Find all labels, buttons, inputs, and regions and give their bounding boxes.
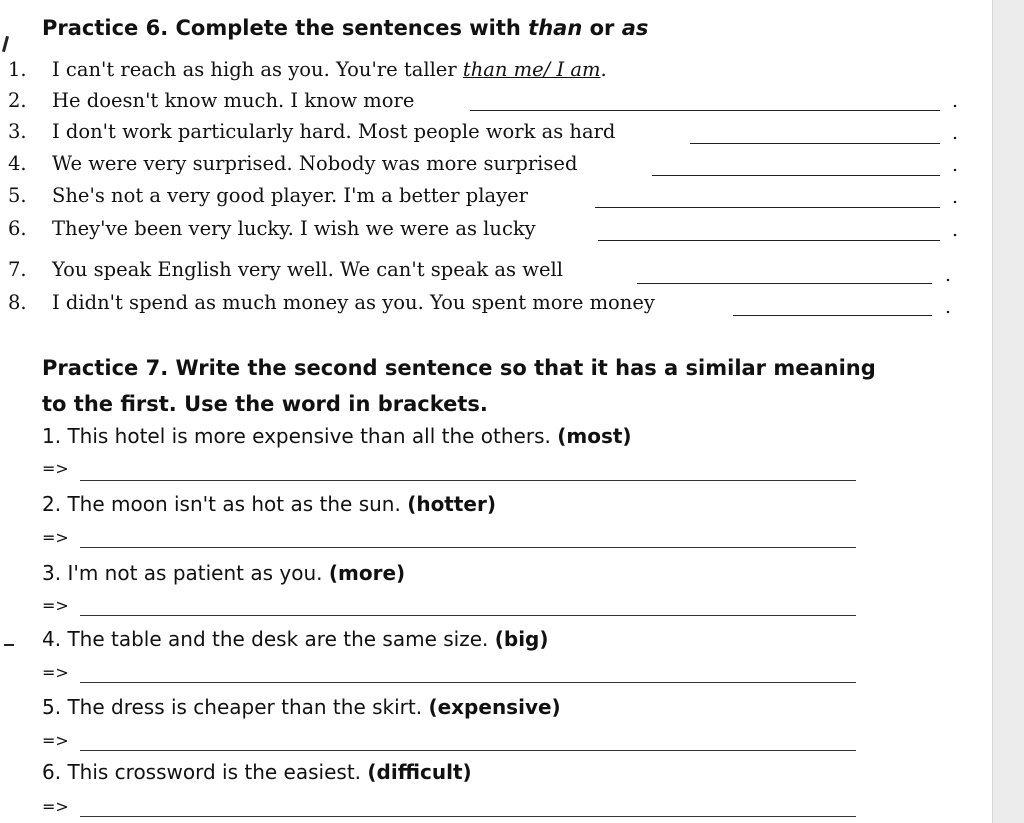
practice7-title-line1: Practice 7. Write the second sentence so that it has a similar meaning bbox=[42, 356, 876, 380]
answer-line[interactable] bbox=[80, 480, 856, 481]
item-answer: than me/ I am bbox=[462, 58, 601, 81]
p6-item-6 bbox=[0, 217, 990, 247]
arrow-marker: => bbox=[42, 663, 69, 682]
item-keyword: (more) bbox=[328, 561, 406, 585]
item-keyword: (big) bbox=[494, 627, 549, 651]
item-sentence: I didn't spend as much money as you. You spent more money bbox=[52, 291, 655, 314]
arrow-marker: => bbox=[42, 731, 69, 750]
pen-mark bbox=[4, 644, 14, 646]
p7-item-4 bbox=[42, 627, 549, 651]
item-sentence: They've been very lucky. I wish we were as lucky bbox=[52, 217, 536, 240]
item-number: 3. bbox=[8, 120, 27, 143]
p6-item-1 bbox=[0, 58, 990, 88]
answer-line[interactable] bbox=[80, 682, 856, 683]
answer-blank[interactable] bbox=[470, 110, 940, 111]
answer-line[interactable] bbox=[80, 816, 856, 817]
answer-line[interactable] bbox=[80, 547, 856, 548]
practice6-title-as: as bbox=[621, 16, 649, 40]
pen-mark bbox=[2, 36, 9, 52]
item-number: 7. bbox=[8, 258, 27, 281]
p7-item-1 bbox=[42, 424, 632, 448]
practice6-title-or: or bbox=[582, 16, 622, 40]
p6-item-5 bbox=[0, 184, 990, 214]
p7-item-5 bbox=[42, 695, 561, 719]
item-sentence: She's not a very good player. I'm a better player bbox=[52, 184, 528, 207]
answer-blank[interactable] bbox=[652, 175, 940, 176]
practice7-title bbox=[42, 350, 902, 422]
answer-blank[interactable] bbox=[690, 143, 940, 144]
item-period: . bbox=[952, 90, 959, 112]
item-period: . bbox=[945, 296, 952, 318]
item-period: . bbox=[952, 154, 959, 176]
item-number: 1. bbox=[8, 58, 27, 81]
answer-blank[interactable] bbox=[733, 315, 932, 316]
practice6-title-than: than bbox=[528, 16, 583, 40]
item-sentence: 1. This hotel is more expensive than all the others. bbox=[42, 424, 558, 448]
answer-blank[interactable] bbox=[637, 283, 932, 284]
answer-blank[interactable] bbox=[598, 240, 940, 241]
p6-item-3 bbox=[0, 120, 990, 150]
item-sentence: 3. I'm not as patient as you. bbox=[42, 561, 329, 585]
p7-item-3 bbox=[42, 561, 405, 585]
item-keyword: (expensive) bbox=[428, 695, 561, 719]
item-sentence: 5. The dress is cheaper than the skirt. bbox=[42, 695, 429, 719]
answer-blank[interactable] bbox=[595, 207, 940, 208]
practice6-title-text: Practice 6. Complete the sentences with bbox=[42, 16, 529, 40]
item-period: . bbox=[952, 122, 959, 144]
item-period: . bbox=[952, 186, 959, 208]
item-sentence: I don't work particularly hard. Most people work as hard bbox=[52, 120, 616, 143]
item-sentence: 2. The moon isn't as hot as the sun. bbox=[42, 492, 408, 516]
item-number: 5. bbox=[8, 184, 27, 207]
item-sentence: You speak English very well. We can't speak as well bbox=[52, 258, 563, 281]
p6-item-2 bbox=[0, 89, 990, 119]
item-number: 2. bbox=[8, 89, 27, 112]
item-period: . bbox=[600, 58, 607, 81]
p6-item-4 bbox=[0, 152, 990, 182]
item-sentence: I can't reach as high as you. You're taller bbox=[52, 58, 463, 81]
item-period: . bbox=[945, 264, 952, 286]
arrow-marker: => bbox=[42, 596, 69, 615]
arrow-marker: => bbox=[42, 528, 69, 547]
item-keyword: (most) bbox=[557, 424, 632, 448]
item-number: 8. bbox=[8, 291, 27, 314]
arrow-marker: => bbox=[42, 797, 69, 816]
item-sentence: 6. This crossword is the easiest. bbox=[42, 760, 368, 784]
item-keyword: (hotter) bbox=[407, 492, 496, 516]
answer-line[interactable] bbox=[80, 615, 856, 616]
p7-item-2 bbox=[42, 492, 496, 516]
practice7-title-line2: to the first. Use the word in brackets. bbox=[42, 392, 488, 416]
item-text bbox=[52, 58, 607, 81]
arrow-marker: => bbox=[42, 459, 69, 478]
p6-item-8 bbox=[0, 291, 990, 321]
p7-item-6 bbox=[42, 760, 472, 784]
item-number: 6. bbox=[8, 217, 27, 240]
answer-line[interactable] bbox=[80, 750, 856, 751]
item-sentence: 4. The table and the desk are the same size. bbox=[42, 627, 495, 651]
page-edge bbox=[992, 0, 1024, 823]
item-sentence: He doesn't know much. I know more bbox=[52, 89, 415, 112]
item-number: 4. bbox=[8, 152, 27, 175]
practice6-title bbox=[42, 16, 648, 40]
item-sentence: We were very surprised. Nobody was more surprised bbox=[52, 152, 578, 175]
item-keyword: (difficult) bbox=[367, 760, 472, 784]
item-period: . bbox=[952, 219, 959, 241]
